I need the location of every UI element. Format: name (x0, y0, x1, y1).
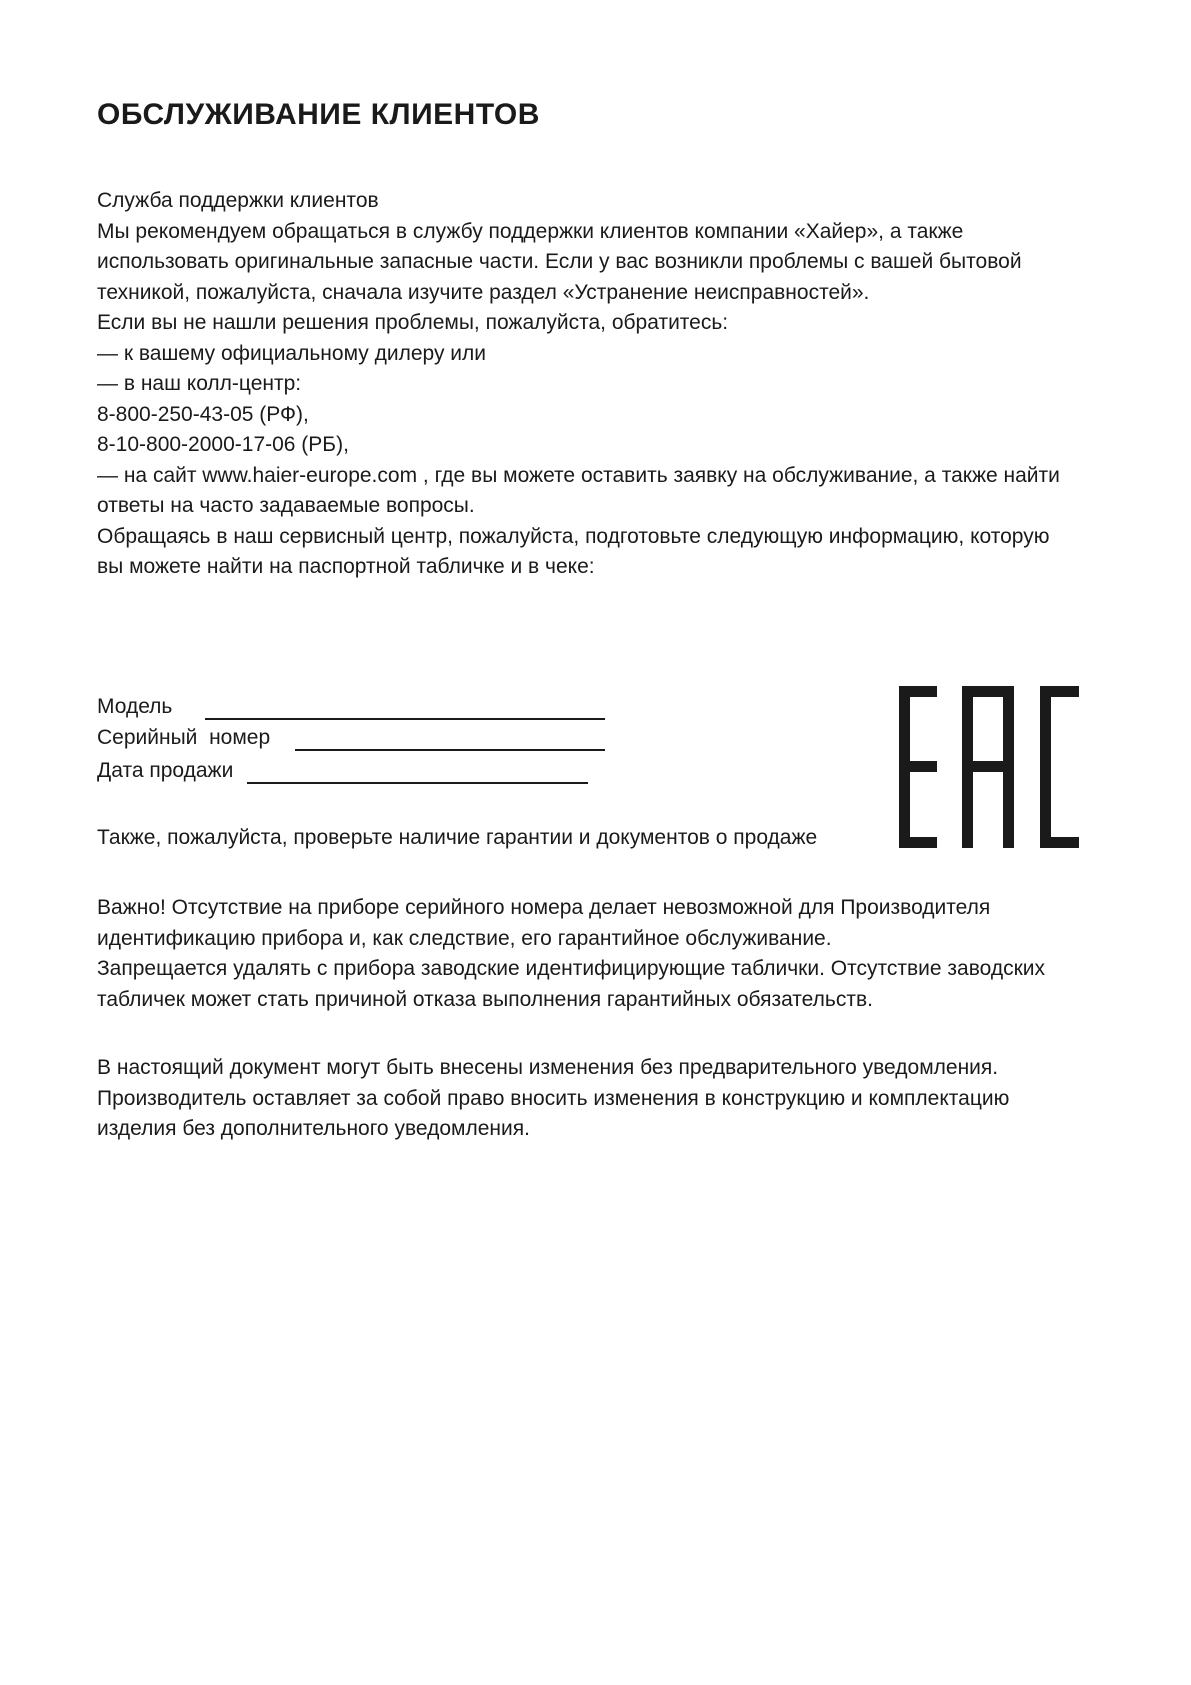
important-line: табличек может стать причиной отказа выполнения гарантийных обязательств. (97, 987, 873, 1011)
changes-line: изделия без дополнительного уведомления. (97, 1117, 530, 1140)
intro-text (97, 186, 1060, 583)
warranty-note (97, 823, 817, 854)
warranty-note-text: Также, пожалуйста, проверьте наличие гарантии и документов о продаже (97, 826, 818, 849)
important-line: Запрещается удалять с прибора заводские идентифицирующие таблички. Отсутствие заводских (97, 957, 1046, 980)
important-notice (97, 893, 1045, 1015)
intro-line: техникой, пожалуйста, сначала изучите раздел «Устранение неисправностей». (97, 280, 870, 304)
intro-line: — в наш колл-центр: (97, 372, 302, 395)
changes-notice (97, 1053, 1009, 1145)
phone-ru: 8-800-250-43-05 (РФ), (97, 402, 309, 426)
intro-line: вы можете найти на паспортной табличке и в чеке: (97, 555, 595, 578)
eac-logo (899, 686, 1079, 848)
model-field (97, 692, 172, 722)
changes-line: В настоящий документ могут быть внесены изменения без предварительного уведомления. (97, 1056, 999, 1079)
model-label: Модель (97, 695, 173, 718)
intro-line: ответы на часто задаваемые вопросы. (97, 494, 475, 517)
page-title: ОБСЛУЖИВАНИЕ КЛИЕНТОВ (97, 98, 540, 131)
serial-number-underline (295, 749, 605, 751)
sale-date-underline (247, 782, 588, 784)
serial-number-label: Серийный номер (97, 726, 271, 749)
sale-date-field (97, 756, 233, 786)
important-line: идентификацию прибора и, как следствие, его гарантийное обслуживание. (97, 926, 832, 950)
intro-line: — к вашему официальному дилеру или (97, 341, 487, 365)
intro-line: Мы рекомендуем обращаться в службу поддержки клиентов компании «Хайер», а также (97, 219, 964, 243)
intro-line: — на сайт www.haier-europe.com , где вы можете оставить заявку на обслуживание, а также найти (97, 463, 1060, 487)
intro-line: использовать оригинальные запасные части. Если у вас возникли проблемы с вашей бытовой (97, 250, 1022, 273)
intro-line: Если вы не нашли решения проблемы, пожалуйста, обратитесь: (97, 311, 729, 334)
model-underline (205, 718, 605, 720)
serial-number-field (97, 723, 270, 753)
intro-line: Обращаясь в наш сервисный центр, пожалуйста, подготовьте следующую информацию, которую (97, 524, 1050, 548)
phone-by: 8-10-800-2000-17-06 (РБ), (97, 433, 349, 456)
intro-line: Служба поддержки клиентов (97, 189, 379, 212)
changes-line: Производитель оставляет за собой право вносить изменения в конструкцию и комплектацию (97, 1086, 1010, 1110)
sale-date-label: Дата продажи (97, 759, 234, 782)
eac-logo-mark (899, 686, 1079, 848)
important-line: Важно! Отсутствие на приборе серийного номера делает невозможной для Производителя (97, 896, 991, 919)
